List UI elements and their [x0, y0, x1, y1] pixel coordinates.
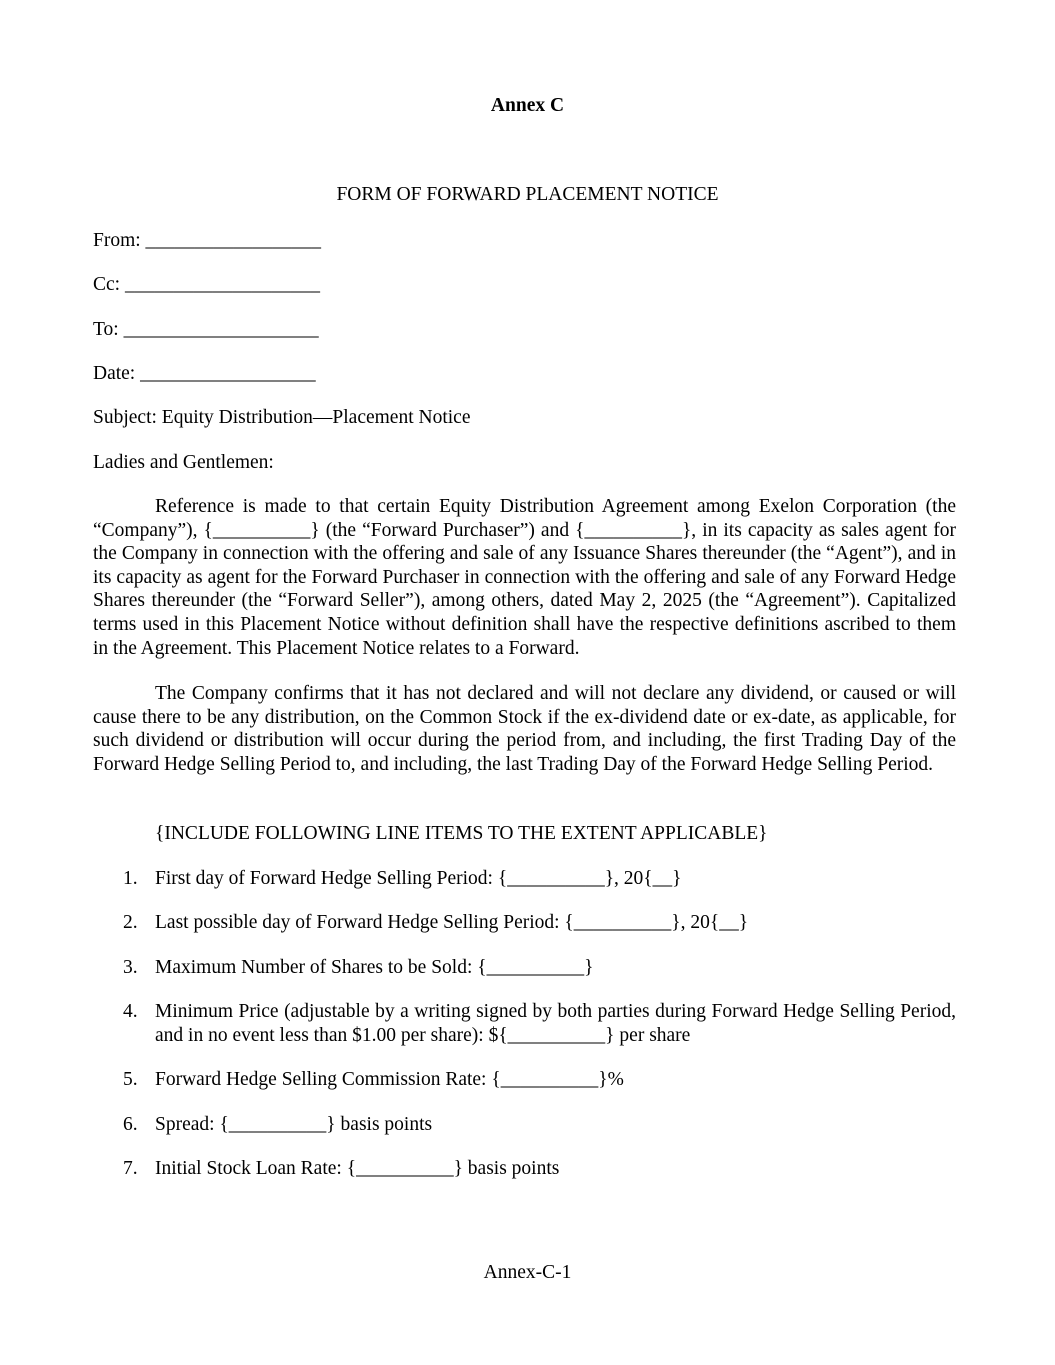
list-item-text: Initial Stock Loan Rate: {__________} basis points [155, 1158, 560, 1179]
list-item-text: First day of Forward Hedge Selling Period: {__________}, 20{__} [155, 868, 682, 889]
to-field: To: ____________________ [93, 319, 319, 340]
list-item-text: Spread: {__________} basis points [155, 1114, 433, 1135]
list-item-number: 1. [123, 868, 138, 889]
from-field: From: __________________ [93, 230, 322, 251]
subject-line: Subject: Equity Distribution—Placement Notice [93, 407, 471, 428]
reference-paragraph: Reference is made to that certain Equity Distribution Agreement among Exelon Corporation (the “Company”), {__________} (the “Forward Purchaser”) and {__________}, in its capacity as sales agent for the Company in connection with the offering and sale of any Issuance Shares thereunder (the “Agent”), and in its capacity as agent for the Forward Purchaser in connection with the offering and sale of any Forward Hedge Shares thereunder (the “Forward Seller”), among others, dated May 2, 2025 (the “Agreement”). Capitalized terms used in this Placement Notice without definition shall have the respective definitions ascribed to them in the Agreement. This Placement Notice relates to a Forward. [93, 496, 956, 659]
confirmation-paragraph: The Company confirms that it has not declared and will not declare any dividend, or caused or will cause there to be any distribution, on the Common Stock if the ex-dividend date or ex-date, as applicable, for such dividend or distribution will occur during the period from, and including, the first Trading Day of the Forward Hedge Selling Period to, and including, the last Trading Day of the Forward Hedge Selling Period. [93, 683, 956, 775]
list-item-number: 7. [123, 1158, 138, 1179]
salutation: Ladies and Gentlemen: [93, 452, 274, 473]
list-item-text: Forward Hedge Selling Commission Rate: {__________}% [155, 1069, 624, 1090]
include-note: {INCLUDE FOLLOWING LINE ITEMS TO THE EXTENT APPLICABLE} [155, 823, 768, 844]
date-field: Date: __________________ [93, 363, 316, 384]
list-item-number: 2. [123, 912, 138, 933]
cc-field: Cc: ____________________ [93, 274, 320, 295]
page-footer: Annex-C-1 [483, 1262, 572, 1283]
list-item-text: Last possible day of Forward Hedge Selling Period: {__________}, 20{__} [155, 912, 749, 933]
list-item-text: Minimum Price (adjustable by a writing signed by both parties during Forward Hedge Selling Period, and in no event less than $1.00 per share): ${__________} per share [155, 1001, 956, 1046]
annex-title: Annex C [490, 95, 565, 116]
form-title: FORM OF FORWARD PLACEMENT NOTICE [336, 184, 719, 205]
list-item-number: 4. [123, 1001, 138, 1022]
list-item-number: 5. [123, 1069, 138, 1090]
list-item-number: 6. [123, 1114, 138, 1135]
list-item-text: Maximum Number of Shares to be Sold: {__________} [155, 957, 594, 978]
list-item-number: 3. [123, 957, 138, 978]
